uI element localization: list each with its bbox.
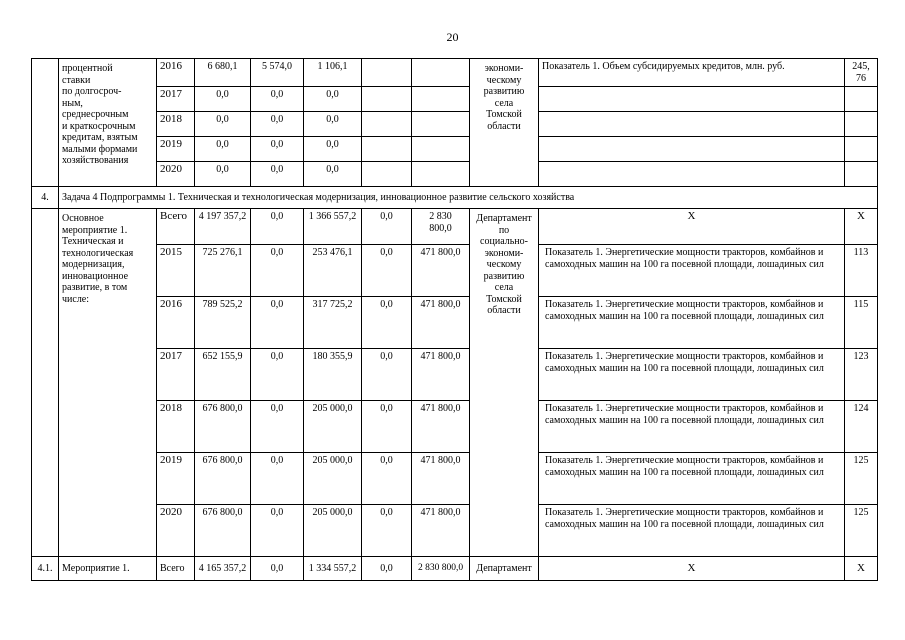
- activity-name: процентной ставки по долгосроч- ным, среднесрочным и краткосрочным кредитам, взятым малыми формами хозяйствования: [59, 59, 157, 187]
- year-cell: Всего: [157, 557, 195, 581]
- local-cell: [362, 87, 412, 112]
- regional-cell: 0,0: [304, 162, 362, 187]
- row-number: [32, 59, 59, 187]
- local-cell: 0,0: [362, 557, 412, 581]
- indicator-value: 115: [845, 297, 878, 349]
- federal-cell: 0,0: [251, 112, 304, 137]
- table-row: [32, 349, 878, 401]
- table-row: [32, 87, 878, 112]
- regional-cell: 0,0: [304, 87, 362, 112]
- indicator-value: 124: [845, 401, 878, 453]
- indicator-cell: Х: [539, 557, 845, 581]
- local-cell: 0,0: [362, 401, 412, 453]
- year-cell: 2018: [157, 401, 195, 453]
- year-cell: 2016: [157, 297, 195, 349]
- local-cell: 0,0: [362, 453, 412, 505]
- indicator-cell: Показатель 1. Энергетические мощности тракторов, комбайнов и самоходных машин на 100 га посевной площади, лошадиных сил: [539, 505, 845, 557]
- extra-cell: [412, 59, 470, 87]
- total-cell: 4 165 357,2: [195, 557, 251, 581]
- total-cell: 789 525,2: [195, 297, 251, 349]
- local-cell: 0,0: [362, 297, 412, 349]
- total-cell: 676 800,0: [195, 505, 251, 557]
- table-row: [32, 557, 878, 581]
- total-cell: 652 155,9: [195, 349, 251, 401]
- year-cell: 2020: [157, 162, 195, 187]
- program-table: [31, 58, 878, 581]
- federal-cell: 0,0: [251, 162, 304, 187]
- indicator-value: Х: [845, 557, 878, 581]
- local-cell: [362, 137, 412, 162]
- indicator-value: 245, 76: [845, 59, 878, 87]
- federal-cell: 0,0: [251, 349, 304, 401]
- row-number: 4.: [32, 187, 59, 209]
- indicator-cell: Показатель 1. Энергетические мощности тракторов, комбайнов и самоходных машин на 100 га посевной площади, лошадиных сил: [539, 245, 845, 297]
- table-row: [32, 401, 878, 453]
- regional-cell: 180 355,9: [304, 349, 362, 401]
- regional-cell: 205 000,0: [304, 401, 362, 453]
- row-number: 4.1.: [32, 557, 59, 581]
- year-cell: Всего: [157, 209, 195, 245]
- indicator-cell: Показатель 1. Энергетические мощности тракторов, комбайнов и самоходных машин на 100 га посевной площади, лошадиных сил: [539, 297, 845, 349]
- indicator-value: [845, 162, 878, 187]
- federal-cell: 0,0: [251, 453, 304, 505]
- extra-cell: [412, 87, 470, 112]
- activity-name: Мероприятие 1.: [59, 557, 157, 581]
- local-cell: [362, 162, 412, 187]
- indicator-cell: Показатель 1. Объем субсидируемых кредитов, млн. руб.: [539, 59, 845, 87]
- federal-cell: 0,0: [251, 557, 304, 581]
- extra-cell: 471 800,0: [412, 245, 470, 297]
- indicator-value: 125: [845, 505, 878, 557]
- table-row: [32, 453, 878, 505]
- task-row: [32, 187, 878, 209]
- federal-cell: 5 574,0: [251, 59, 304, 87]
- federal-cell: 0,0: [251, 297, 304, 349]
- federal-cell: 0,0: [251, 245, 304, 297]
- activity-name: Основное мероприятие 1. Техническая и технологическая модернизация, инновационное развитие, в том числе:: [59, 209, 157, 557]
- extra-cell: 471 800,0: [412, 401, 470, 453]
- year-cell: 2016: [157, 59, 195, 87]
- table-row: [32, 505, 878, 557]
- federal-cell: 0,0: [251, 87, 304, 112]
- local-cell: 0,0: [362, 209, 412, 245]
- indicator-value: 123: [845, 349, 878, 401]
- department-cell: Департамент: [470, 557, 539, 581]
- local-cell: 0,0: [362, 505, 412, 557]
- year-cell: 2018: [157, 112, 195, 137]
- total-cell: 0,0: [195, 137, 251, 162]
- extra-cell: 2 830 800,0: [412, 209, 470, 245]
- regional-cell: 253 476,1: [304, 245, 362, 297]
- federal-cell: 0,0: [251, 209, 304, 245]
- table-row: [32, 297, 878, 349]
- federal-cell: 0,0: [251, 505, 304, 557]
- extra-cell: 471 800,0: [412, 453, 470, 505]
- indicator-value: 113: [845, 245, 878, 297]
- indicator-cell: Показатель 1. Энергетические мощности тракторов, комбайнов и самоходных машин на 100 га посевной площади, лошадиных сил: [539, 401, 845, 453]
- indicator-cell: [539, 162, 845, 187]
- local-cell: [362, 112, 412, 137]
- indicator-cell: [539, 112, 845, 137]
- total-cell: 725 276,1: [195, 245, 251, 297]
- table-row: [32, 112, 878, 137]
- regional-cell: 1 106,1: [304, 59, 362, 87]
- indicator-value: [845, 87, 878, 112]
- extra-cell: 471 800,0: [412, 349, 470, 401]
- regional-cell: 0,0: [304, 137, 362, 162]
- indicator-cell: Показатель 1. Энергетические мощности тракторов, комбайнов и самоходных машин на 100 га посевной площади, лошадиных сил: [539, 453, 845, 505]
- regional-cell: 1 366 557,2: [304, 209, 362, 245]
- table-row: [32, 245, 878, 297]
- indicator-cell: [539, 137, 845, 162]
- extra-cell: 2 830 800,0: [412, 557, 470, 581]
- total-cell: 0,0: [195, 112, 251, 137]
- total-cell: 0,0: [195, 87, 251, 112]
- local-cell: 0,0: [362, 245, 412, 297]
- table-row: [32, 162, 878, 187]
- indicator-value: Х: [845, 209, 878, 245]
- regional-cell: 0,0: [304, 112, 362, 137]
- extra-cell: [412, 137, 470, 162]
- indicator-value: [845, 112, 878, 137]
- table-row: [32, 137, 878, 162]
- federal-cell: 0,0: [251, 137, 304, 162]
- total-cell: 6 680,1: [195, 59, 251, 87]
- extra-cell: 471 800,0: [412, 297, 470, 349]
- department-cell: Департамент по социально- экономи- ческому развитию села Томской области: [470, 209, 539, 557]
- total-cell: 676 800,0: [195, 401, 251, 453]
- indicator-cell: Х: [539, 209, 845, 245]
- regional-cell: 205 000,0: [304, 505, 362, 557]
- indicator-cell: Показатель 1. Энергетические мощности тракторов, комбайнов и самоходных машин на 100 га посевной площади, лошадиных сил: [539, 349, 845, 401]
- indicator-value: 125: [845, 453, 878, 505]
- federal-cell: 0,0: [251, 401, 304, 453]
- department-cell: экономи- ческому развитию села Томской области: [470, 59, 539, 187]
- year-cell: 2020: [157, 505, 195, 557]
- regional-cell: 205 000,0: [304, 453, 362, 505]
- year-cell: 2019: [157, 137, 195, 162]
- year-cell: 2017: [157, 349, 195, 401]
- year-cell: 2019: [157, 453, 195, 505]
- row-number: [32, 209, 59, 557]
- extra-cell: 471 800,0: [412, 505, 470, 557]
- regional-cell: 317 725,2: [304, 297, 362, 349]
- page-number: 20: [446, 30, 459, 44]
- extra-cell: [412, 162, 470, 187]
- local-cell: 0,0: [362, 349, 412, 401]
- task-title: Задача 4 Подпрограммы 1. Техническая и технологическая модернизация, инновационное развитие сельского хозяйства: [59, 187, 878, 209]
- total-cell: 676 800,0: [195, 453, 251, 505]
- regional-cell: 1 334 557,2: [304, 557, 362, 581]
- total-cell: 0,0: [195, 162, 251, 187]
- year-cell: 2017: [157, 87, 195, 112]
- indicator-value: [845, 137, 878, 162]
- local-cell: [362, 59, 412, 87]
- indicator-cell: [539, 87, 845, 112]
- table-row: [32, 209, 878, 245]
- year-cell: 2015: [157, 245, 195, 297]
- total-cell: 4 197 357,2: [195, 209, 251, 245]
- extra-cell: [412, 112, 470, 137]
- table-row: [32, 59, 878, 87]
